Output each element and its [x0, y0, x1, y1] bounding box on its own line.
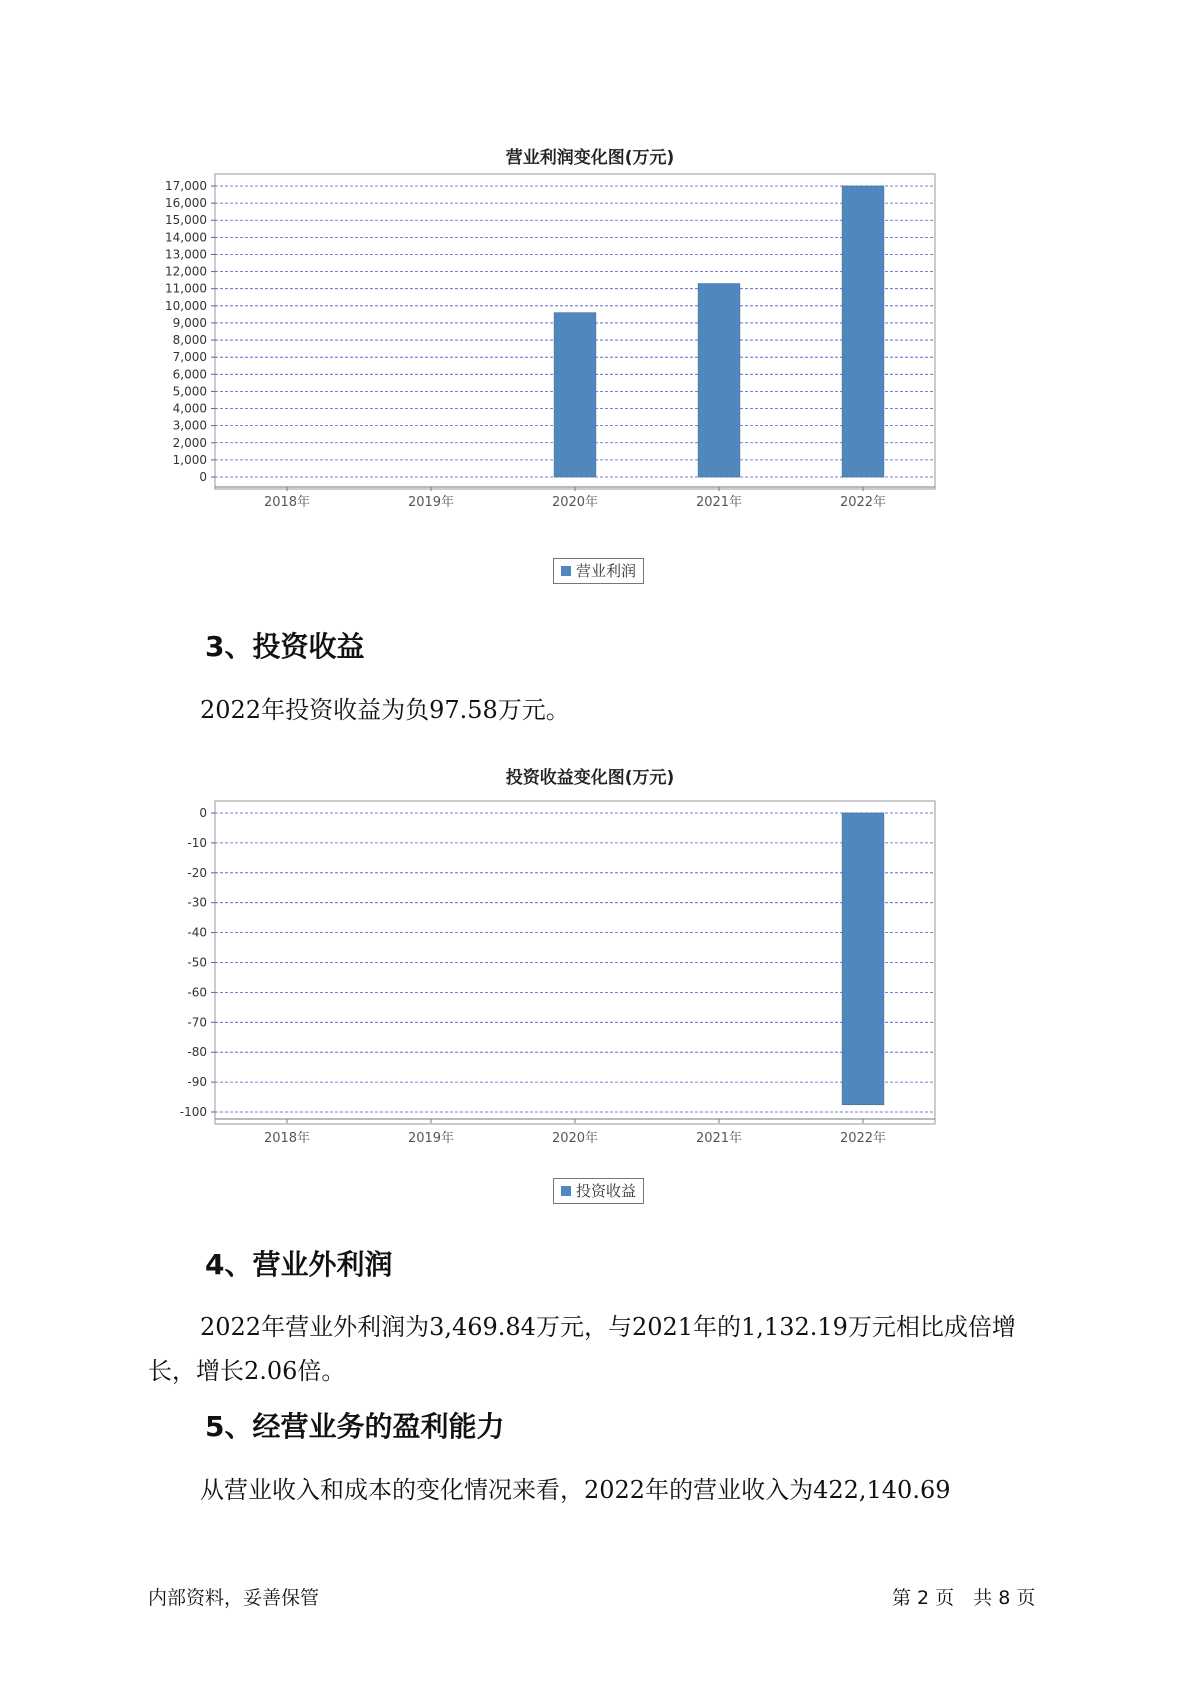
section-heading-3: 3、投资收益	[205, 630, 365, 663]
y-tick-label: 17,000	[165, 179, 207, 193]
y-tick-label: 16,000	[165, 196, 207, 211]
x-tick-label: 2019年	[407, 495, 455, 510]
operating-profit-chart	[140, 160, 1040, 520]
x-tick-label: 2019年	[407, 1131, 455, 1146]
investment-income-chart	[140, 790, 1040, 1170]
y-tick-label: -60	[187, 985, 207, 1000]
y-tick-label: 5,000	[172, 384, 207, 399]
y-tick-label: 0	[199, 470, 207, 484]
section-text-5: 从营业收入和成本的变化情况来看，2022年的营业收入为422,140.69	[200, 1476, 951, 1504]
y-tick-label: -30	[187, 895, 207, 910]
y-tick-label: 12,000	[165, 264, 207, 279]
y-tick-label: 0	[199, 806, 207, 820]
y-tick-label: 15,000	[165, 213, 207, 228]
legend-swatch	[561, 1186, 571, 1196]
x-tick-label: 2020年	[551, 495, 599, 510]
y-tick-label: 11,000	[165, 281, 207, 296]
x-tick-label: 2020年	[551, 1131, 599, 1146]
y-tick-label: 4,000	[172, 401, 207, 416]
y-tick-label: 1,000	[172, 452, 207, 467]
y-tick-label: -100	[179, 1105, 207, 1119]
y-tick-label: -20	[187, 865, 207, 880]
bar	[842, 813, 884, 1105]
chart2-title: 投资收益变化图(万元)	[505, 768, 675, 788]
bar	[554, 313, 596, 477]
x-tick-label: 2018年	[263, 495, 311, 510]
section-heading-4: 4、营业外利润	[205, 1248, 393, 1281]
y-tick-label: 14,000	[165, 230, 207, 245]
y-tick-label: -80	[187, 1045, 207, 1060]
y-tick-label: 8,000	[172, 333, 207, 348]
y-tick-label: 13,000	[165, 247, 207, 262]
y-tick-label: -40	[187, 925, 207, 940]
footer-confidential: 内部资料，妥善保管	[148, 1587, 320, 1609]
bar	[842, 186, 884, 477]
x-tick-label: 2018年	[263, 1131, 311, 1146]
x-tick-label: 2022年	[839, 495, 887, 510]
legend-label: 营业利润	[576, 562, 637, 580]
page-number: 第 2 页 共 8 页	[892, 1587, 1036, 1609]
y-tick-label: 6,000	[172, 367, 207, 382]
y-tick-label: 9,000	[172, 315, 207, 330]
x-tick-label: 2021年	[695, 495, 743, 510]
section-heading-5: 5、经营业务的盈利能力	[205, 1410, 505, 1443]
legend-label: 投资收益	[576, 1182, 637, 1200]
y-tick-label: -90	[187, 1075, 207, 1090]
x-tick-label: 2022年	[839, 1131, 887, 1146]
chart2-legend	[553, 1178, 644, 1204]
y-tick-label: 10,000	[165, 298, 207, 313]
chart1-legend	[553, 558, 644, 584]
y-tick-label: 7,000	[172, 350, 207, 365]
y-tick-label: 2,000	[172, 435, 207, 450]
y-tick-label: -70	[187, 1015, 207, 1030]
legend-swatch	[561, 566, 571, 576]
x-tick-label: 2021年	[695, 1131, 743, 1146]
y-tick-label: -50	[187, 955, 207, 970]
section-text-3: 2022年投资收益为负97.58万元。	[200, 696, 570, 724]
y-tick-label: -10	[187, 835, 207, 850]
y-tick-label: 3,000	[172, 418, 207, 433]
chart1-title: 营业利润变化图(万元)	[505, 148, 675, 168]
section-text-4: 2022年营业外利润为3,469.84万元，与2021年的1,132.19万元相比成倍增长，增长2.06倍。	[148, 1313, 1016, 1385]
bar	[698, 284, 740, 477]
